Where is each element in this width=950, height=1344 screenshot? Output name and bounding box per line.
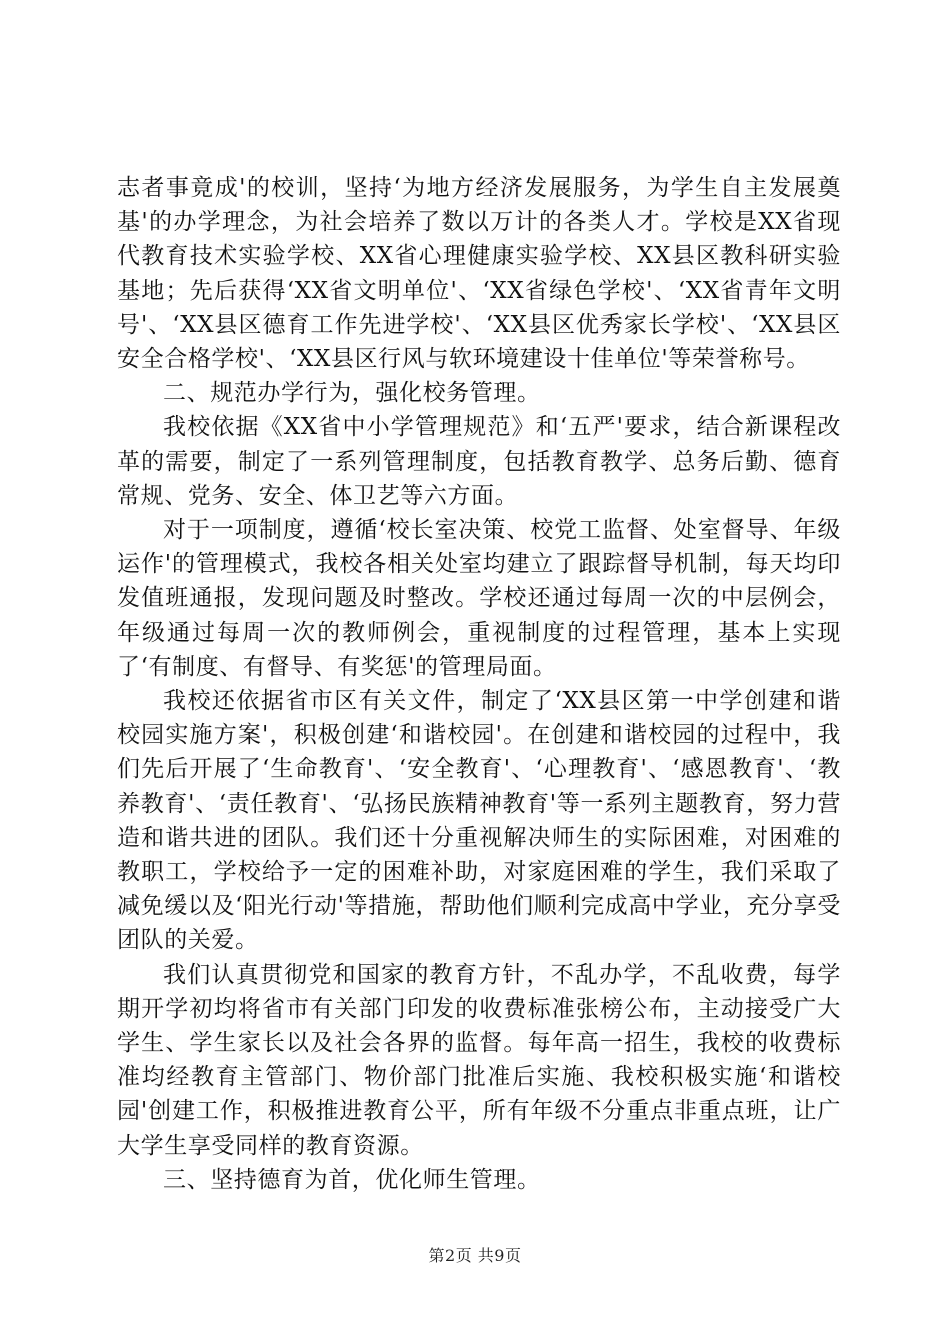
document-body (117, 171, 841, 1197)
paragraph-4: 对于一项制度，遵循‘校长室决策、校党工监督、处室督导、年级运作'的管理模式，我校各相关处室均建立了跟踪督导机制，每天均印发值班通报，发现问题及时整改。学校还通过每周一次的中层例会，年级通过每周一次的教师例会，重视制度的过程管理，基本上实现了‘有制度、有督导、有奖惩'的管理局面。 (117, 517, 841, 680)
paragraph-6: 我们认真贯彻党和国家的教育方针，不乱办学，不乱收费，每学期开学初均将省市有关部门印发的收费标准张榜公布，主动接受广大学生、学生家长以及社会各界的监督。每年高一招生，我校的收费标准均经教育主管部门、物价部门批准后实施、我校积极实施‘和谐校园'创建工作，积极推进教育公平，所有年级不分重点非重点班，让广大学生享受同样的教育资源。 (117, 961, 841, 1159)
paragraph-1: 志者事竟成'的校训，坚持‘为地方经济发展服务，为学生自主发展奠基'的办学理念，为社会培养了数以万计的各类人才。学校是XX省现代教育技术实验学校、XX省心理健康实验学校、XX县区教科研实验基地；先后获得‘XX省文明单位'、‘XX省绿色学校'、‘XX省青年文明号'、‘XX县区德育工作先进学校'、‘XX县区优秀家长学校'、‘XX县区安全合格学校'、‘XX县区行风与软环境建设十佳单位'等荣誉称号。 (117, 175, 841, 373)
paragraph-5: 我校还依据省市区有关文件，制定了‘XX县区第一中学创建和谐校园实施方案'，积极创建‘和谐校园'。在创建和谐校园的过程中，我们先后开展了‘生命教育'、‘安全教育'、‘心理教育'、‘感恩教育'、‘教养教育'、‘责任教育'、‘弘扬民族精神教育'等一系列主题教育，努力营造和谐共进的团队。我们还十分重视解决师生的实际困难，对困难的教职工，学校给予一定的困难补助，对家庭困难的学生，我们采取了减免缓以及‘阳光行动'等措施，帮助他们顺利完成高中学业，充分享受团队的关爱。 (117, 688, 841, 954)
page-number-footer: 第2页 共9页 (428, 1246, 522, 1265)
paragraph-3: 我校依据《XX省中小学管理规范》和‘五严'要求，结合新课程改革的需要，制定了一系列管理制度，包括教育教学、总务后勤、德育常规、党务、安全、体卫艺等六方面。 (117, 414, 841, 509)
section-heading-2: 二、规范办学行为，强化校务管理。 (163, 380, 541, 407)
section-heading-3: 三、坚持德育为首，优化师生管理。 (163, 1166, 541, 1193)
